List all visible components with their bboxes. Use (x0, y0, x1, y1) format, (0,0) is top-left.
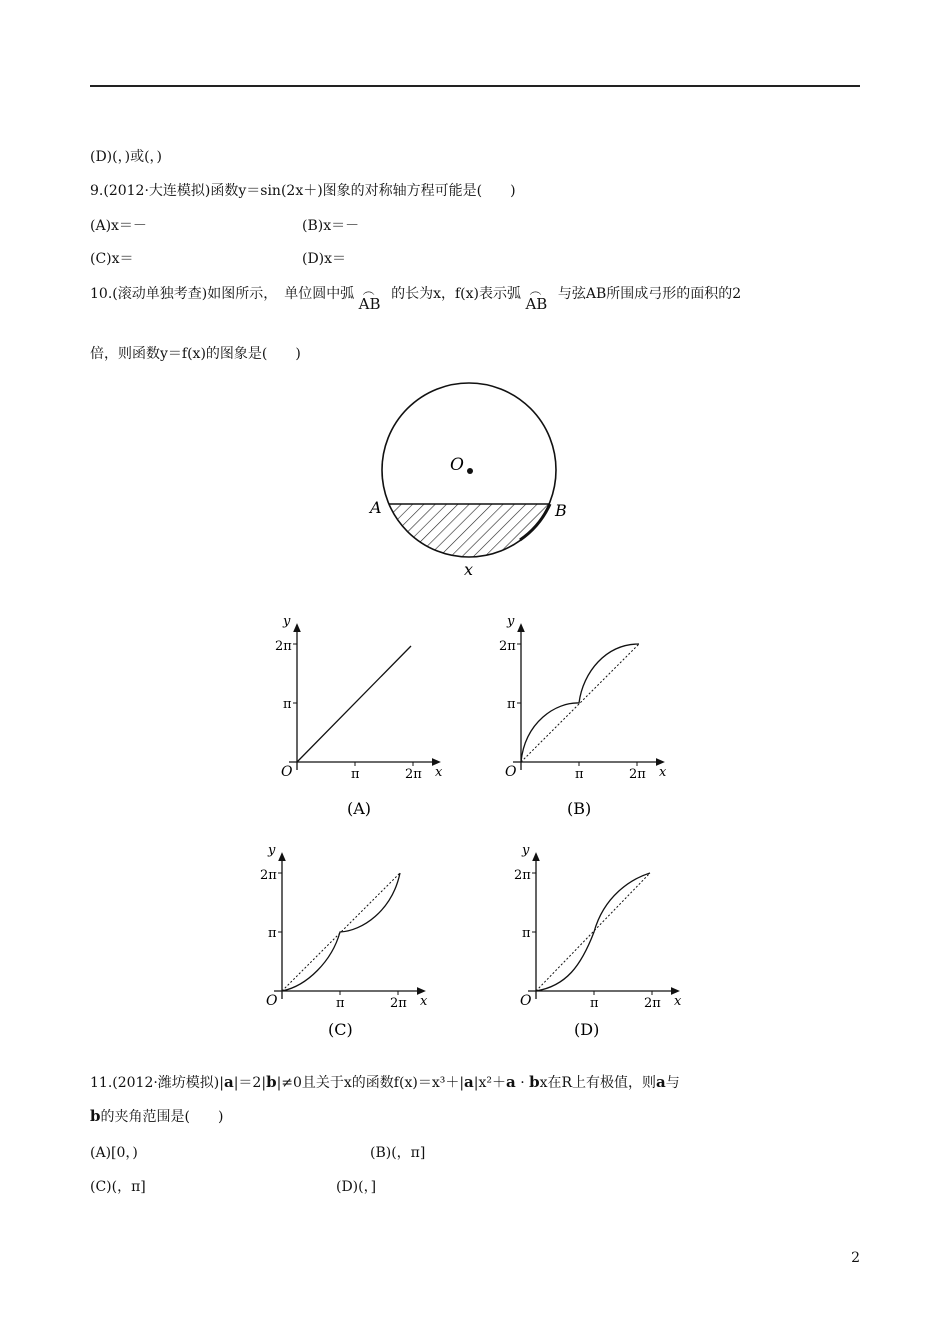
y-label: y (268, 843, 276, 858)
x-tick-2pi: 2π (644, 996, 661, 1011)
q11-text: 与 (665, 1075, 680, 1091)
q9-option-b: (B)x＝－ (302, 218, 360, 234)
x-tick-pi: π (351, 767, 360, 782)
y-tick-pi: π (283, 697, 292, 712)
caption-a: (A) (347, 799, 372, 818)
q11-option-c: (C)(，π] (90, 1179, 146, 1195)
y-label: y (507, 614, 515, 629)
q11-option-a: (A)[0，) (90, 1145, 138, 1161)
y-tick-2pi: 2π (275, 639, 292, 654)
q11-stem-line1 (90, 1073, 680, 1092)
curve-a (297, 646, 411, 762)
graph-c (260, 843, 428, 1039)
y-tick-2pi: 2π (514, 868, 531, 883)
caption-b: (B) (567, 799, 592, 818)
graph-a (275, 614, 443, 818)
arc-label: AB (525, 295, 548, 313)
x-tick-pi: π (575, 767, 584, 782)
origin-label: O (266, 993, 278, 1009)
y-label: y (522, 843, 530, 858)
q11-text: |＝2| (233, 1075, 267, 1091)
x-tick-2pi: 2π (629, 767, 646, 782)
vector-b: b (529, 1073, 540, 1091)
q9-option-d: (D)x＝ (302, 251, 347, 267)
q11-option-b: (B)(，π] (370, 1145, 426, 1161)
vector-a: a (464, 1073, 474, 1091)
vector-b: b (266, 1073, 277, 1091)
y-tick-pi: π (522, 926, 531, 941)
q10-stem-line2: 倍，则函数y＝f(x)的图象是( ) (90, 346, 301, 362)
graph-d (514, 843, 682, 1039)
q9-option-c: (C)x＝ (90, 251, 134, 267)
q11-text: |x²＋ (473, 1075, 507, 1091)
graph-b (499, 614, 667, 818)
arc-x-label: x (464, 560, 474, 579)
q8-option-d: (D)(，)或(，) (90, 149, 162, 165)
q10-stem-part2: 的长为x，f(x)表示弧 (391, 286, 521, 302)
reference-line (521, 644, 639, 762)
point-a-label: A (370, 498, 382, 517)
vector-a: a (223, 1073, 234, 1091)
arc-label: AB (358, 295, 381, 313)
q9-option-a: (A)x＝－ (90, 218, 147, 234)
q11-stem-line2 (90, 1107, 223, 1126)
reference-line (536, 873, 650, 991)
q10-stem-part1: 10.(滚动单独考查)如图所示， 单位圆中弧 (90, 286, 355, 302)
origin-label: O (505, 764, 517, 780)
caption-d: (D) (574, 1020, 600, 1039)
x-label: x (435, 765, 443, 780)
dot-operator: · (515, 1075, 530, 1091)
y-tick-pi: π (268, 926, 277, 941)
origin-label: O (281, 764, 293, 780)
vector-a: a (506, 1073, 516, 1091)
y-tick-2pi: 2π (260, 868, 277, 883)
x-tick-pi: π (590, 996, 599, 1011)
x-tick-2pi: 2π (390, 996, 407, 1011)
q11-option-d: (D)(，] (336, 1179, 377, 1195)
q10-stem-part3: 与弦AB所围成弓形的面积的2 (557, 286, 742, 302)
center-point (467, 468, 473, 474)
x-tick-2pi: 2π (405, 767, 422, 782)
y-tick-pi: π (507, 697, 516, 712)
q11-text: x在R上有极值，则 (539, 1075, 657, 1091)
arc-cap: ︵ (529, 283, 542, 297)
q11-text: |≠0且关于x的函数f(x)＝x³＋| (276, 1075, 465, 1091)
vector-b: b (90, 1107, 101, 1125)
x-label: x (674, 994, 682, 1009)
vector-a: a (656, 1073, 666, 1091)
center-label: O (450, 455, 464, 475)
caption-c: (C) (328, 1020, 353, 1039)
origin-label: O (520, 993, 532, 1009)
arc-cap: ︵ (362, 283, 375, 297)
unit-circle-diagram (368, 383, 567, 579)
q9-stem: 9.(2012·大连模拟)函数y＝sin(2x＋)图象的对称轴方程可能是( ) (90, 183, 516, 199)
page-number: 2 (851, 1250, 860, 1266)
q11-text: 11.(2012·潍坊模拟)| (90, 1075, 224, 1091)
y-tick-2pi: 2π (499, 639, 516, 654)
x-label: x (659, 765, 667, 780)
y-label: y (283, 614, 291, 629)
q11-text: 的夹角范围是( ) (100, 1109, 224, 1125)
x-label: x (420, 994, 428, 1009)
x-tick-pi: π (336, 996, 345, 1011)
point-b-label: B (555, 501, 567, 520)
